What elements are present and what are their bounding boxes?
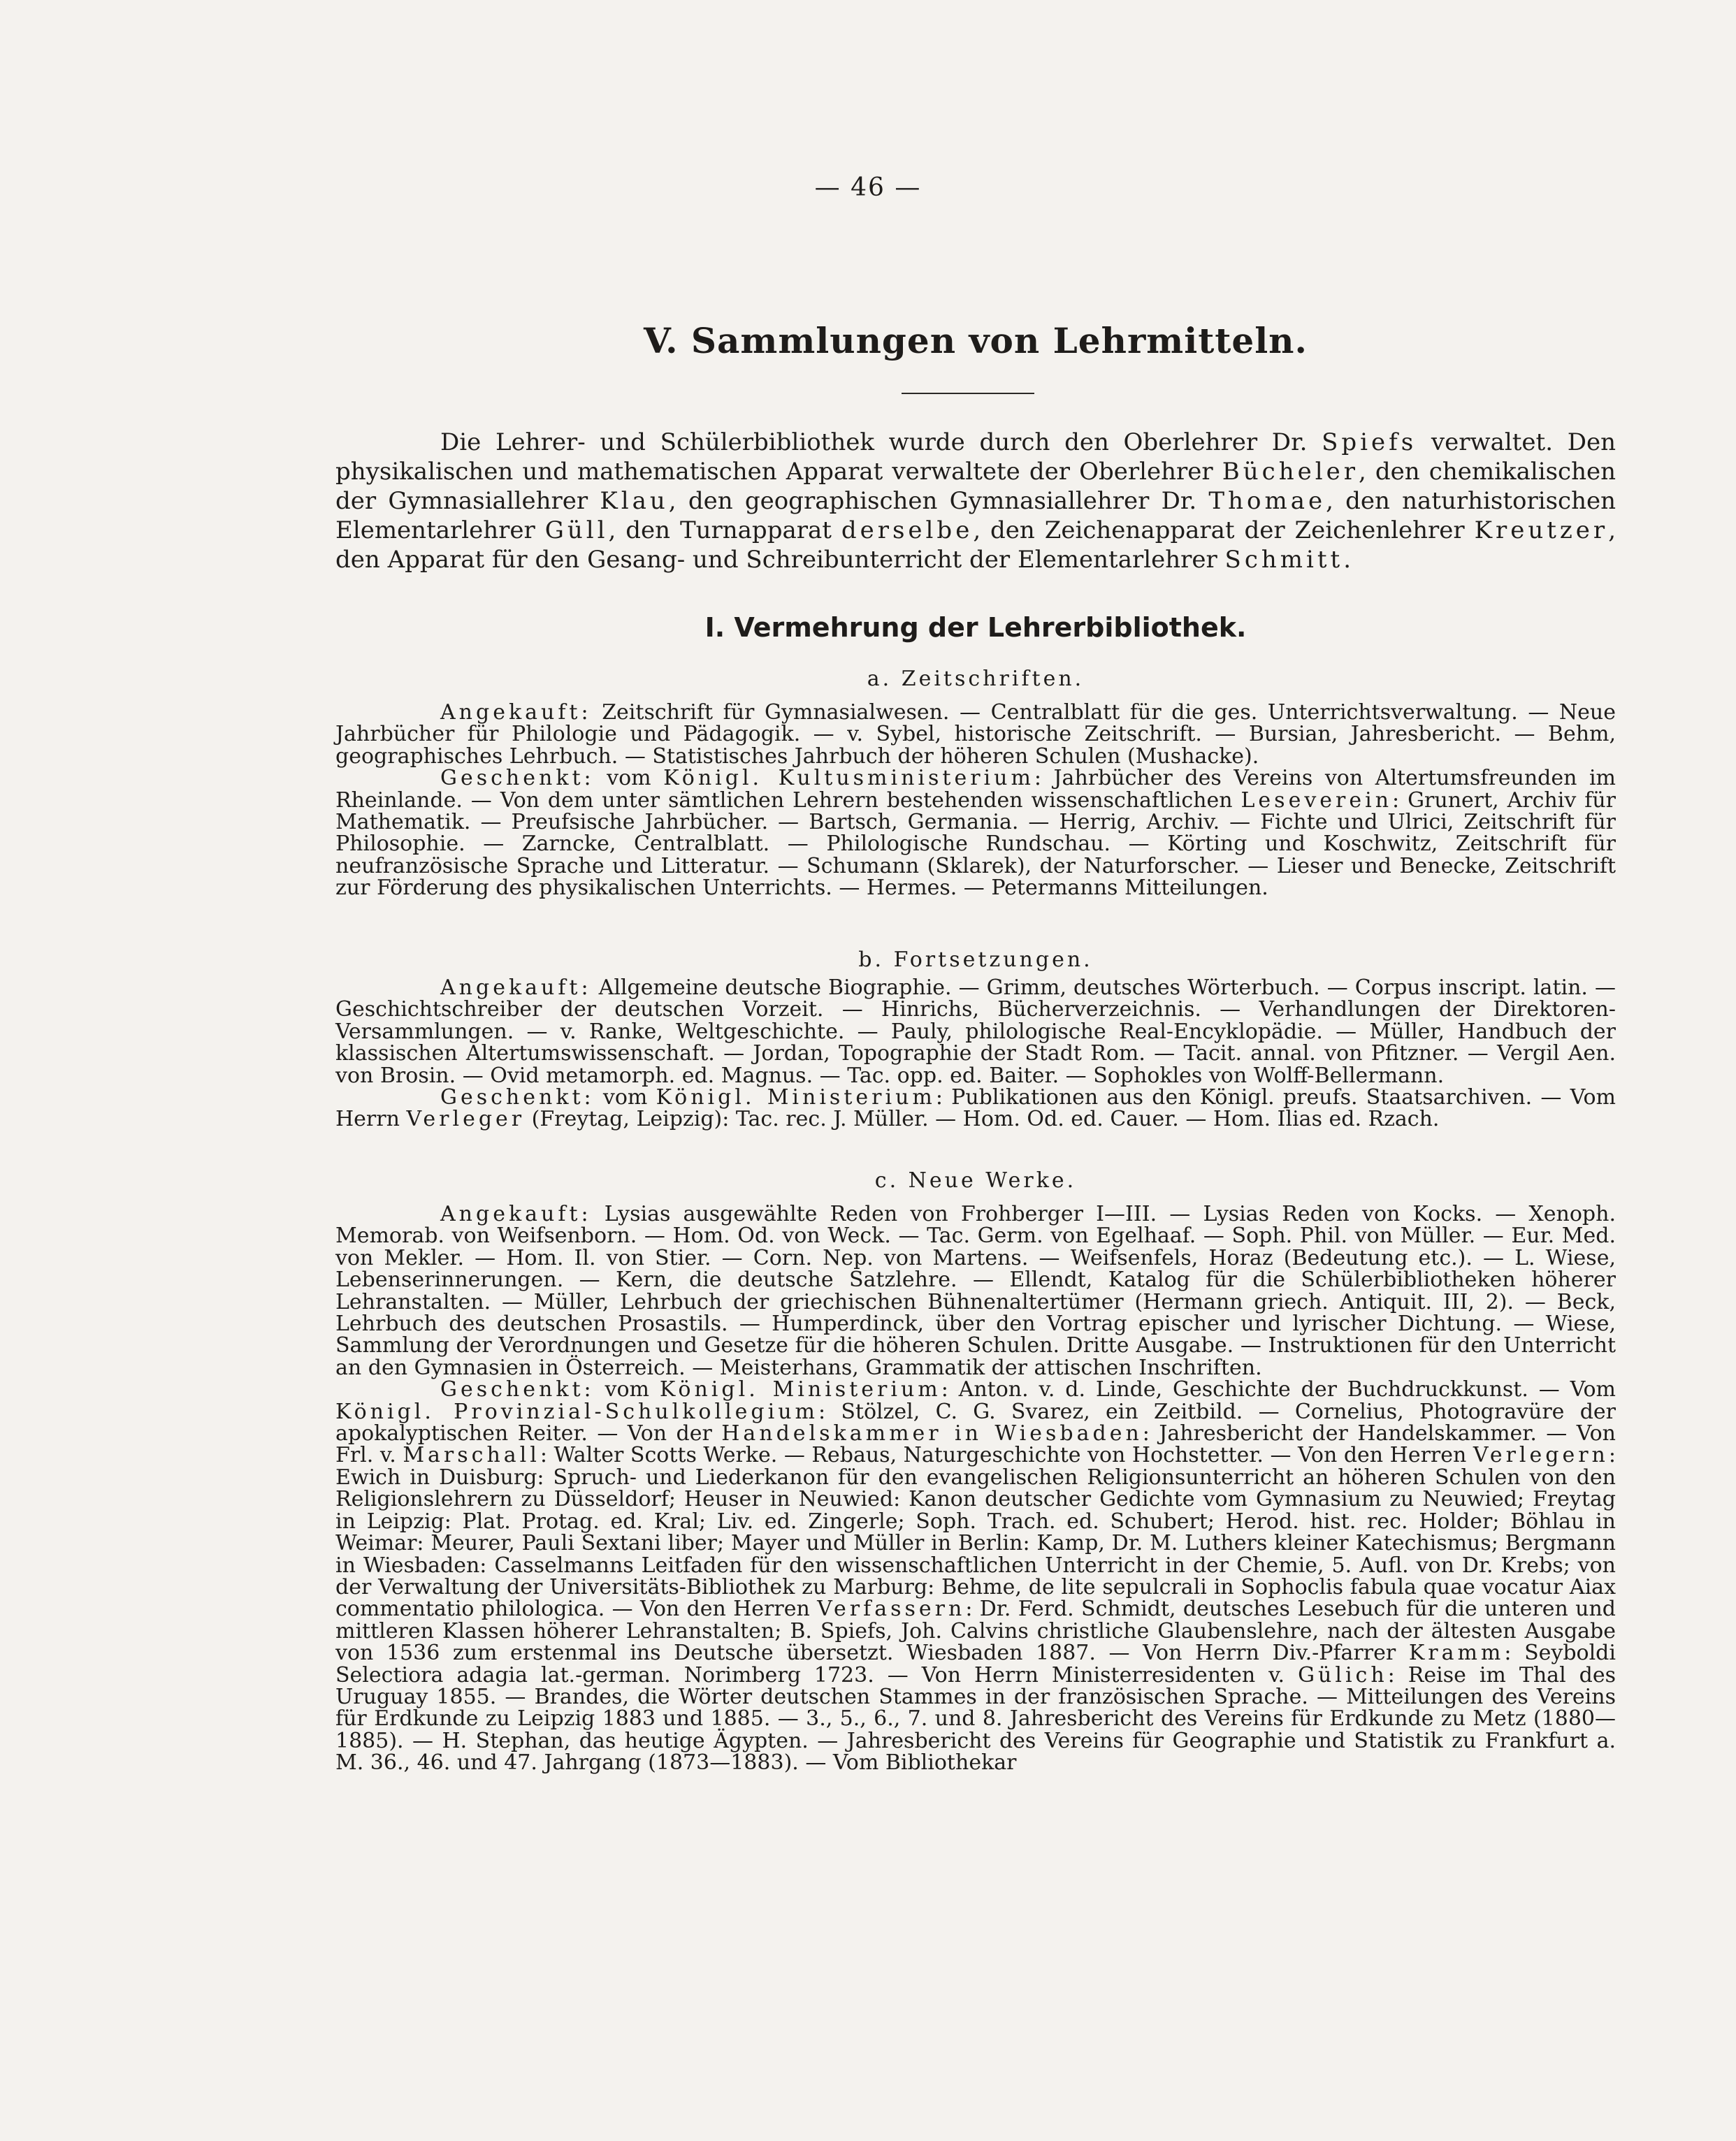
entry-text: vom [594,1377,660,1402]
entry-text: : Reise im Thal des Uruguay 1855. — Brandes, die Wörter deutschen Stammes in der französischen Sprache. — Mitteilungen des Vereins für Erdkunde zu Leipzig 1883 und 1885. — 3., 5., 6., 7. und 8. Jahresbericht des Vereins für Erdkunde zu Metz (1880—1885). — H. Stephan, das heutige Ägypten. — Jahresbericht des Vereins für Geographie und Statistik zu Frankfurt a. M. 36., 46. und 47. Jahrgang (1873—1883). — Vom Bibliothekar [335,1662,1616,1776]
donor-name: Handelskammer in Wiesbaden [721,1421,1143,1446]
subsection-heading-fortsetzungen: b. Fortsetzungen. [858,948,1093,972]
entry-text: : Jahresbericht der Handelskammer. — Von Frl. v. [335,1421,1616,1468]
angekauft-paragraph [335,702,1616,767]
main-title: V. Sammlungen von Lehrmitteln. [644,320,1308,361]
intro-text: Die Lehrer- und Schülerbibliothek wurde durch den Oberlehrer Dr. [440,428,1322,456]
entry-text: : Ewich in Duisburg: Spruch- und Liederkanon für den evangelischen Religionsunterricht an höheren Schulen von den Religionslehrern zu Düsseldorf; Heuser in Neuwied: Kanon deutscher Gedichte vom Gymnasium zu Neuwied; Freytag in Leipzig: Plat. Protag. ed. Kral; Liv. ed. Zingerle; Soph. Trach. ed. Schubert; Herod. hist. rec. Holder; Böhlau in Weimar: Meurer, Pauli Sextani liber; Mayer und Müller in Berlin: Kamp, Dr. M. Luthers kleiner Katechismus; Bergmann in Wiesbaden: Casselmanns Leitfaden für den wissenschaftlichen Unterricht in der Chemie, 5. Aufl. von Dr. Krebs; von der Verwaltung der Universitäts-Bibliothek zu Marburg: Behme, de lite sepulcrali in Sophoclis fabula quae vocatur Aiax commentatio philologica. — Von den Herren [335,1443,1616,1622]
geschenkt-label: Geschenkt: [440,766,595,791]
geschenkt-paragraph [335,1087,1616,1131]
geschenkt-paragraph [335,1377,1616,1776]
angekauft-label: Angekauft: [440,700,592,725]
donor-name: Gülich [1298,1662,1388,1688]
geschenkt-label: Geschenkt: [440,1085,595,1110]
intro-text: , den naturhistorischen Elementarlehrer [335,487,1616,544]
donor-name: Königl. Kultusministerium [663,766,1034,791]
intro-name: Bücheler [1222,458,1359,486]
entry-text: (Freytag, Leipzig): Tac. rec. J. Müller. — Hom. Od. ed. Cauer. — Hom. Ilias ed. Rzach. [525,1107,1440,1132]
intro-name: derselbe [841,516,974,544]
intro-name: Schmitt [1224,546,1344,574]
entry-text: vom [594,1085,656,1110]
intro-paragraph [335,428,1616,574]
intro-text: , den chemikalischen der Gymnasiallehrer [335,458,1616,515]
entry-text: : Jahrbücher des Vereins von Altertumsfreunden im Rheinlande. — Von dem unter sämtlichen Lehrern bestehenden wissenschaftlichen [335,766,1616,813]
geschenkt-label: Geschenkt: [440,1377,595,1402]
angekauft-paragraph [335,977,1616,1087]
entry-text: Zeitschrift für Gymnasialwesen. — Centralblatt für die ges. Unterrichtsverwaltung. — Neue Jahrbücher für Philologie und Pädagogik. — v. Sybel, historische Zeitschrift. — Bursian, Jahresbericht. — Behm, geographisches Lehrbuch. — Statistisches Jahrbuch der höheren Schulen (Mushacke). [335,700,1616,769]
subsection-heading-neue-werke: c. Neue Werke. [874,1168,1077,1193]
intro-text: , den Apparat für den Gesang- und Schreibunterricht der Elementarlehrer [335,516,1616,574]
entry-text: : Stölzel, C. G. Svarez, ein Zeitbild. — Cornelius, Photogravüre der apokalyptischen Reiter. — Von der [335,1399,1616,1446]
intro-name: Klau [600,487,669,515]
intro-text: , den Zeichenapparat der Zeichenlehrer [973,516,1475,544]
angekauft-label: Angekauft: [440,1202,592,1226]
subsection-heading-zeitschriften: a. Zeitschriften. [867,667,1085,691]
section-heading: I. Vermehrung der Lehrerbibliothek. [704,612,1247,643]
entry-text: vom [594,766,664,791]
intro-name: Güll [544,516,609,544]
zeitschriften-section [335,702,1616,899]
donor-name: Königl. Ministerium [656,1085,936,1110]
donor-name: Marschall [403,1443,540,1468]
entry-text: Lysias ausgewählte Reden von Frohberger I—III. — Lysias Reden von Kocks. — Xenoph. Memorab. von Weifsenborn. — Hom. Od. von Weck. — Tac. Germ. von Egelhaaf. — Soph. Phil. von Müller. — Eur. Med. von Mekler. — Hom. Il. von Stier. — Corn. Nep. von Martens. — Weifsenfels, Horaz (Bedeutung etc.). — L. Wiese, Lebenserinnerungen. — Kern, die deutsche Satzlehre. — Ellendt, Katalog für die Schülerbibliotheken höherer Lehranstalten. — Müller, Lehrbuch der griechischen Bühnenaltertümer (Hermann griech. Antiquit. III, 2). — Beck, Lehrbuch des deutschen Prosastils. — Humperdinck, über den Vortrag epischer und lyrischer Dichtung. — Wiese, Sammlung der Verordnungen und Gesetze für die höheren Schulen. Dritte Ausgabe. — Instruktionen für den Unterricht an den Gymnasien in Österreich. — Meisterhans, Grammatik der attischen Inschriften. [335,1202,1616,1380]
geschenkt-paragraph [335,767,1616,899]
intro-name: Thomae [1208,487,1326,515]
entry-text: : Seyboldi Selectiora adagia lat.-german. Norimberg 1723. — Von Herrn Ministerresidenten v. [335,1641,1616,1688]
intro-name: Spiefs [1322,428,1417,456]
donor-name: Kramm [1408,1641,1505,1666]
donor-name: Verfassern [817,1597,966,1622]
intro-text: verwaltet. Den physikalischen und mathematischen Apparat verwaltete der Oberlehrer [335,428,1616,486]
intro-text: , den geographischen Gymnasiallehrer Dr. [668,487,1209,515]
angekauft-label: Angekauft: [440,975,592,1000]
donor-name: Leseverein [1240,788,1393,813]
entry-text: : Walter Scotts Werke. — Rebaus, Naturgeschichte von Hochstetter. — Von den Herren [540,1443,1473,1468]
angekauft-paragraph [335,1203,1616,1379]
intro-text: . [1343,546,1352,574]
neue-werke-section [335,1203,1616,1774]
entry-text: : Grunert, Archiv für Mathematik. — Preufsische Jahrbücher. — Bartsch, Germania. — Herrig, Archiv. — Fichte und Ulrici, Zeitschrift für Philosophie. — Zarncke, Centralblatt. — Philologische Rundschau. — Körting und Koschwitz, Zeitschrift für neufranzösische Sprache und Litteratur. — Schumann (Sklarek), der Naturforscher. — Lieser und Benecke, Zeitschrift zur Förderung des physikalischen Unterrichts. — Hermes. — Petermanns Mitteilungen. [335,788,1616,901]
donor-name: Königl. Ministerium [659,1377,941,1402]
page-number: — 46 — [814,173,922,202]
donor-name: Königl. Provinzial-Schulkollegium [335,1399,818,1424]
fortsetzungen-section [335,977,1616,1131]
entry-text: : Dr. Ferd. Schmidt, deutsches Lesebuch für die unteren und mittleren Klassen höherer Lehranstalten; B. Spiefs, Joh. Calvins christliche Glaubenslehre, nach der ältesten Ausgabe von 1536 zum erstenmal ins Deutsche übersetzt. Wiesbaden 1887. — Von Herrn Div.-Pfarrer [335,1597,1616,1666]
donor-name: Verleger [406,1107,526,1132]
entry-text: : Publikationen aus den Königl. preufs. Staatsarchiven. — Vom Herrn [335,1085,1616,1132]
intro-text: , den Turnapparat [608,516,841,544]
intro-name: Kreutzer [1474,516,1609,544]
entry-text: Allgemeine deutsche Biographie. — Grimm, deutsches Wörterbuch. — Corpus inscript. latin. — Geschichtschreiber der deutschen Vorzeit. — Hinrichs, Bücherverzeichnis. — Verhandlungen der Direktoren-Versammlungen. — v. Ranke, Weltgeschichte. — Pauly, philologische Real-Encyklopädie. — Müller, Handbuch der klassischen Altertumswissenschaft. — Jordan, Topographie der Stadt Rom. — Tacit. annal. von Pfitzner. — Vergil Aen. von Brosin. — Ovid metamorph. ed. Magnus. — Tac. opp. ed. Baiter. — Sophokles von Wolff-Bellermann. [335,975,1616,1088]
donor-name: Verlegern [1473,1443,1609,1468]
title-divider [902,393,1034,394]
entry-text: : Anton. v. d. Linde, Geschichte der Buchdruckkunst. — Vom [941,1377,1616,1402]
